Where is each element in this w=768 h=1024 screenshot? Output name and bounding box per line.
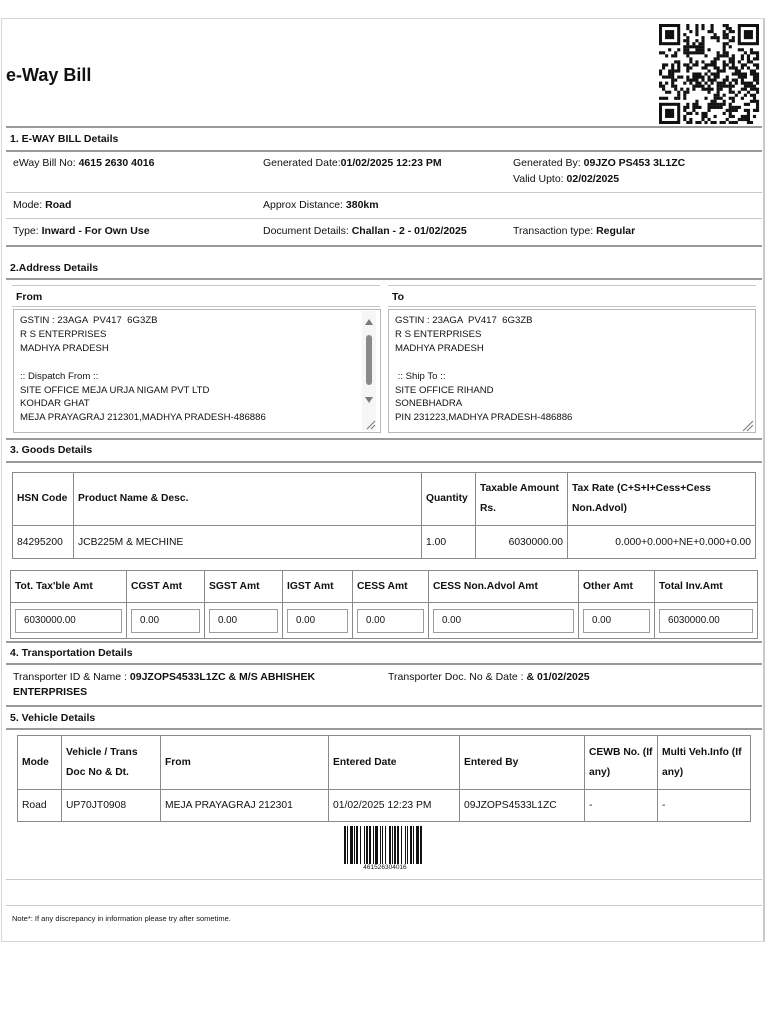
vehicle-row — [18, 790, 751, 822]
note-text: Note*: If any discrepancy in information please try after sometime. — [12, 914, 231, 923]
section-eway-details-heading: 1. E-WAY BILL Details — [10, 133, 119, 145]
goods-header-quantity: Quantity — [422, 473, 476, 526]
totals-table — [10, 570, 758, 639]
goods-table — [12, 472, 756, 559]
barcode-number: 461526304016 — [363, 864, 407, 871]
vehicle-mode: Road — [18, 790, 62, 822]
goods-header-product: Product Name & Desc. — [74, 473, 422, 526]
goods-header-taxable: Taxable Amount Rs. — [476, 473, 568, 526]
totals-header-other: Other Amt — [579, 571, 655, 603]
other-amt-field[interactable]: 0.00 — [583, 609, 650, 633]
transporter-id-name: Transporter ID & Name : 09JZOPS4533L1ZC & M/S ABHISHEK — [13, 671, 316, 683]
mode: Mode: Road — [13, 199, 72, 211]
goods-product: JCB225M & MECHINE — [74, 526, 422, 559]
eway-bill-no: eWay Bill No: 4615 2630 4016 — [13, 157, 155, 169]
vehicle-header-cewb: CEWB No. (If any) — [585, 736, 658, 790]
goods-row — [13, 526, 756, 559]
cess-field[interactable]: 0.00 — [357, 609, 424, 633]
goods-taxrate: 0.000+0.000+NE+0.000+0.00 — [568, 526, 756, 559]
approx-distance: Approx Distance: 380km — [263, 199, 379, 211]
scroll-thumb — [366, 335, 372, 385]
goods-quantity: 1.00 — [422, 526, 476, 559]
total-taxable-field[interactable]: 6030000.00 — [15, 609, 122, 633]
vehicle-header-multi: Multi Veh.Info (If any) — [658, 736, 751, 790]
cgst-field[interactable]: 0.00 — [131, 609, 200, 633]
vehicle-number: UP70JT0908 — [62, 790, 161, 822]
vehicle-entered-by: 09JZOPS4533L1ZC — [460, 790, 585, 822]
vehicle-header-entered-by: Entered By — [460, 736, 585, 790]
section-transportation-heading: 4. Transportation Details — [10, 647, 133, 659]
vehicle-table — [17, 735, 751, 822]
section-goods-heading: 3. Goods Details — [10, 444, 93, 456]
generated-by: Generated By: 09JZO PS453 3L1ZC — [513, 157, 686, 169]
vehicle-header-from: From — [161, 736, 329, 790]
totals-header-cess: CESS Amt — [353, 571, 429, 603]
sgst-field[interactable]: 0.00 — [209, 609, 278, 633]
valid-upto: Valid Upto: 02/02/2025 — [513, 173, 620, 185]
generated-date: Generated Date:01/02/2025 12:23 PM — [263, 157, 442, 169]
to-label: To — [392, 291, 405, 303]
transaction-type: Transaction type: Regular — [513, 225, 636, 237]
totals-header-total-inv: Total Inv.Amt — [655, 571, 758, 603]
vehicle-multi: - — [658, 790, 751, 822]
totals-header-igst: IGST Amt — [283, 571, 353, 603]
cess-nonadvol-field[interactable]: 0.00 — [433, 609, 574, 633]
document-details: Document Details: Challan - 2 - 01/02/2025 — [263, 225, 467, 237]
totals-header-sgst: SGST Amt — [205, 571, 283, 603]
totals-header-taxable: Tot. Tax'ble Amt — [11, 571, 127, 603]
from-label: From — [16, 291, 43, 303]
transporter-doc: Transporter Doc. No & Date : & 01/02/2025 — [388, 671, 590, 683]
qr-code — [656, 24, 762, 124]
from-address-textarea[interactable]: GSTIN : 23AGA PV417 6G3ZB R S ENTERPRISES MADHYA PRADESH :: Dispatch From :: SITE OFFICE MEJA URJA NIGAM PVT LTD KOHDAR GHAT MEJA PRAYAGRAJ 212301,MADHYA PRADESH-486886 — [13, 309, 381, 433]
to-address-textarea[interactable]: GSTIN : 23AGA PV417 6G3ZB R S ENTERPRISES MADHYA PRADESH :: Ship To :: SITE OFFICE RIHAND SONEBHADRA PIN 231223,MADHYA PRADESH-486886 — [388, 309, 756, 433]
from-address-scrollbar[interactable] — [362, 311, 376, 431]
section-address-heading: 2.Address Details — [10, 262, 99, 274]
page-title: e-Way Bill — [6, 65, 92, 85]
totals-header-cess-nonadvol: CESS Non.Advol Amt — [429, 571, 579, 603]
igst-field[interactable]: 0.00 — [287, 609, 348, 633]
barcode — [344, 826, 426, 864]
totals-header-cgst: CGST Amt — [127, 571, 205, 603]
transporter-name-cont: ENTERPRISES — [13, 686, 88, 698]
vehicle-from: MEJA PRAYAGRAJ 212301 — [161, 790, 329, 822]
vehicle-cewb: - — [585, 790, 658, 822]
vehicle-entered-date: 01/02/2025 12:23 PM — [329, 790, 460, 822]
type: Type: Inward - For Own Use — [13, 225, 150, 237]
vehicle-header-mode: Mode — [18, 736, 62, 790]
goods-header-taxrate: Tax Rate (C+S+I+Cess+Cess Non.Advol) — [568, 473, 756, 526]
goods-taxable: 6030000.00 — [476, 526, 568, 559]
resize-handle-icon[interactable] — [740, 418, 754, 432]
vehicle-header-vehicle: Vehicle / Trans Doc No & Dt. — [62, 736, 161, 790]
goods-hsn: 84295200 — [13, 526, 74, 559]
vehicle-header-entered-date: Entered Date — [329, 736, 460, 790]
goods-header-hsn: HSN Code — [13, 473, 74, 526]
section-vehicle-heading: 5. Vehicle Details — [10, 712, 96, 724]
total-inv-field[interactable]: 6030000.00 — [659, 609, 753, 633]
